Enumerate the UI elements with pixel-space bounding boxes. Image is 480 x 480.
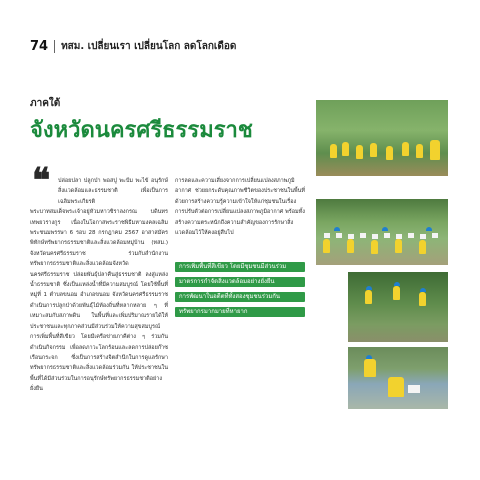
article-title: จังหวัดนครศรีธรรมราช: [30, 118, 253, 143]
header-divider: [54, 40, 55, 53]
person-figure: [393, 286, 400, 300]
person-figure: [419, 240, 426, 254]
sign-board: [384, 233, 390, 238]
person-figure: [371, 240, 378, 254]
highlight-list: [175, 262, 305, 322]
sign-board: [408, 233, 414, 238]
quote-mark-icon: ❝: [32, 161, 51, 201]
hat-icon: [334, 227, 340, 231]
paragraph-middle: การลดและความเสี่ยงจากการเปลี่ยนแปลงสภาพภูมิอากาศ ช่วยยกระดับคุณภาพชีวิตของประชาชนในพื้นที่ ด้วยการสร้างความรู้ความเข้าใจให้แก่ชุมชนในเรื่องการปรับตัวต่อการเปลี่ยนแปลงสภาพภูมิอากาศ พร้อมทั้งสร้างความตระหนักถึงความสำคัญของการรักษาสิ่งแวดล้อมไว้ให้คงอยู่สืบไป: [175, 178, 305, 237]
left-column: [30, 176, 168, 395]
highlight-item: มาตรการกำจัดสิ่งแวดล้อมอย่างยั่งยืน: [175, 277, 305, 287]
sign-board: [372, 234, 378, 239]
paragraph-intro: ปล่อยปลา ปลูกป่า พอสปู พะป้ม พะไข้ อนุรักษ์สิ่งแวดล้อมและธรรมชาติ เพื่อเป็นการ เฉลิมพระเกียรติ: [58, 178, 168, 205]
person-figure: [419, 292, 426, 306]
person-figure: [342, 142, 349, 156]
person-figure: [364, 359, 376, 377]
paragraph-body: พระบาทสมเด็จพระเจ้าอยู่หัวมหาวชิราลงกรณ บดินทรเทพยวรางกูร เนื่องในโอกาสพระราชพิธีมหามงคลเฉลิมพระชนมพรรษา 6 รอบ 28 กรกฎาคม 2567 อาสาสมัครพิทักษ์ทรัพยากรธรรมชาติและสิ่งแวดล้อมหมู่บ้าน (ทสม.) จังหวัดนครศรีธรรมราช ร่วมกับสำนักงานทรัพยากรธรรมชาติและสิ่งแวดล้อมจังหวัดนครศรีธรรมราช ปล่อยพันธุ์ปลาคืนสู่ธรรมชาติ ลงสู่แหล่งน้ำธรรมชาติ ซึ่งเป็นแหล่งน้ำที่มีความสมบูรณ์ โดยใช้พื้นที่ หมู่ที่ 1 ตำบลขนอม อำเภอขนอม จังหวัดนครศรีธรรมราช ดำเนินการปลูกป่าด้วยพันธุ์ไม้ท้องถิ่นที่หลากหลาย ๆ ที่เหมาะสมกับสภาพดิน ในพื้นที่และเพิ่มปริมาณรายได้ให้ประชาชนและทุกภาคส่วนมีส่วนร่วมให้ความสุขสมบูรณ์ การเพิ่มพื้นที่สีเขียว โดยมีเครือข่ายภาคีต่าง ๆ ร่วมกันดำเนินกิจกรรม เพื่อลดภาวะโลกร้อนและลดการปล่อยก๊าซเรือนกระจก ซึ่งเป็นการสร้างจิตสำนึกในการดูแลรักษาทรัพยากรธรรมชาติและสิ่งแวดล้อมร่วมกัน ให้ประชาชนในพื้นที่ได้มีส่วนร่วมในการอนุรักษ์ทรัพยากรธรรมชาติอย่างยั่งยืน: [30, 209, 168, 393]
person-figure: [356, 145, 363, 159]
photo-group-with-signs: [316, 199, 448, 265]
person-figure: [323, 239, 330, 253]
person-figure: [347, 239, 354, 253]
middle-column: [175, 176, 305, 238]
person-figure: [330, 144, 337, 158]
person-figure: [416, 144, 423, 158]
person-figure: [370, 143, 377, 157]
sign-board: [336, 233, 342, 238]
region-label: ภาคใต้: [30, 98, 61, 109]
photo-fish-release: [348, 347, 448, 409]
magazine-title: ทสม. เปลี่ยนเรา เปลี่ยนโลก ลดโลกเดือด: [61, 40, 237, 52]
fish-bag: [408, 385, 420, 393]
highlight-item: การเพิ่มพื้นที่สีเขียว โดยมีชุมชนมีส่วนร่วม: [175, 262, 305, 272]
person-figure: [430, 140, 440, 160]
sign-board: [324, 233, 330, 238]
person-figure: [388, 377, 404, 397]
person-figure: [386, 146, 393, 160]
sign-board: [420, 234, 426, 239]
page-header: [30, 38, 236, 54]
highlight-item: การพัฒนาในอดีตที่ทั้งสองชุมชนร่วมกัน: [175, 292, 305, 302]
person-figure: [395, 239, 402, 253]
hat-icon: [382, 227, 388, 231]
highlight-item: ทรัพยากรมากมายที่หายาก: [175, 307, 305, 317]
photo-group-yellow-shirts: [316, 100, 448, 176]
page-number: 74: [30, 38, 49, 54]
person-figure: [365, 290, 372, 304]
photo-tree-planting: [348, 272, 448, 342]
sign-board: [432, 233, 438, 238]
person-figure: [402, 142, 409, 156]
sign-board: [360, 233, 366, 238]
hat-icon: [426, 227, 432, 231]
